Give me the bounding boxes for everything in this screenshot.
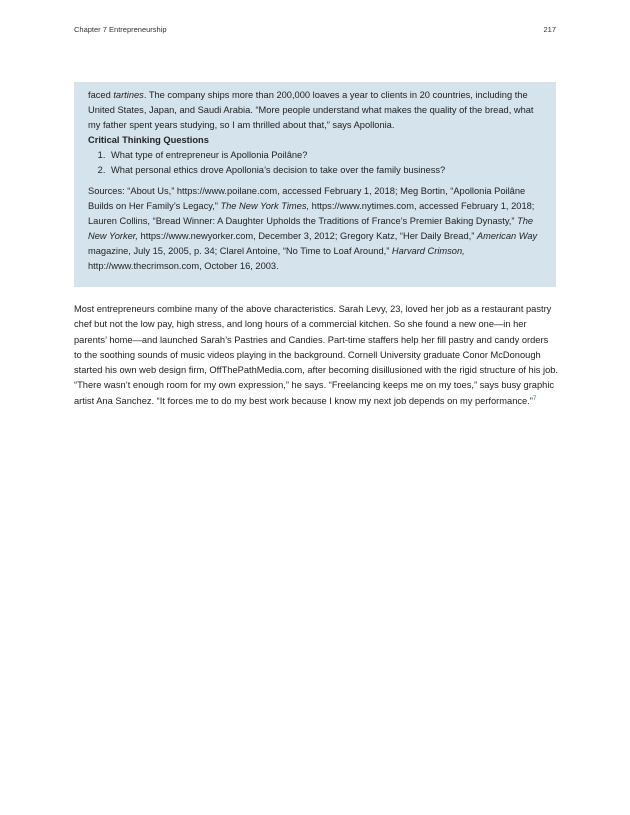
source-text: http://www.thecrimson.com, October 16, 2003. <box>88 261 279 272</box>
chapter-title: Chapter 7 Entrepreneurship <box>74 25 167 34</box>
source-publication: The New York Times, <box>220 200 310 211</box>
running-header <box>74 25 556 34</box>
sources-paragraph <box>88 184 542 275</box>
intro-text-start: faced <box>88 90 114 100</box>
source-text: https://www.newyorker.com, December 3, 2012; Gregory Katz, “Her Daily Bread,” <box>137 230 477 241</box>
source-text: Sources: “About Us,” https://www.poilane.com, accessed February 1, 2018; Meg Bortin, “Apollonia Poilâne Builds on Her Family’s Legacy,” <box>88 185 526 211</box>
source-publication: The New Yorker, <box>88 215 534 241</box>
intro-emphasis: tartines <box>113 90 144 100</box>
body-paragraph-text: Most entrepreneurs combine many of the above characteristics. Sarah Levy, 23, loved her job as a restaurant pastry chef but not the low pay, high stress, and long hours of a commercial kitchen. So she found a new one—in her parents’ home—and launched Sarah’s Pastries and Candies. Part-time staffers help her fill pastry and candy orders to the soothing sounds of music videos playing in the background. Cornell University graduate Conor McDonough started his own web design firm, OffThePathMedia.com, after becoming disillusioned with the rigid structure of his job. “There wasn’t enough room for my own expression,” he says. “Freelancing keeps me on my toes,” says busy graphic artist Ana Sanchez. “It forces me to do my best work because I know my next job depends on my performance.” <box>74 304 559 406</box>
source-text: https://www.nytimes.com, accessed February 1, 2018; Lauren Collins, “Bread Winner: A Daughter Upholds the Traditions of France’s Premier Baking Dynasty,” <box>88 200 535 226</box>
critical-thinking-questions <box>88 148 542 178</box>
source-publication: American Way <box>476 230 538 241</box>
source-text: magazine, July 15, 2005, p. 34; Clarel Antoine, “No Time to Loaf Around,” <box>88 245 392 256</box>
critical-thinking-title: Critical Thinking Questions <box>88 135 209 146</box>
feature-intro-paragraph <box>88 88 542 133</box>
body-paragraph <box>74 302 558 409</box>
question-item: 2. What personal ethics drove Apollonia’s decision to take over the family business? <box>108 163 542 178</box>
intro-text-end: . The company ships more than 200,000 loaves a year to clients in 20 countries, including the United States, Japan, and Saudi Arabia. “More people understand what makes the quality of the bread, what my father spent years studying, so I am thrilled about that,” says Apollonia. <box>88 90 534 131</box>
feature-box <box>74 82 556 287</box>
footnote-reference[interactable]: 7 <box>532 394 537 402</box>
source-publication: Harvard Crimson, <box>391 245 465 256</box>
question-item: 1. What type of entrepreneur is Apollonia Poilâne? <box>108 148 542 163</box>
page-number: 217 <box>543 25 556 34</box>
